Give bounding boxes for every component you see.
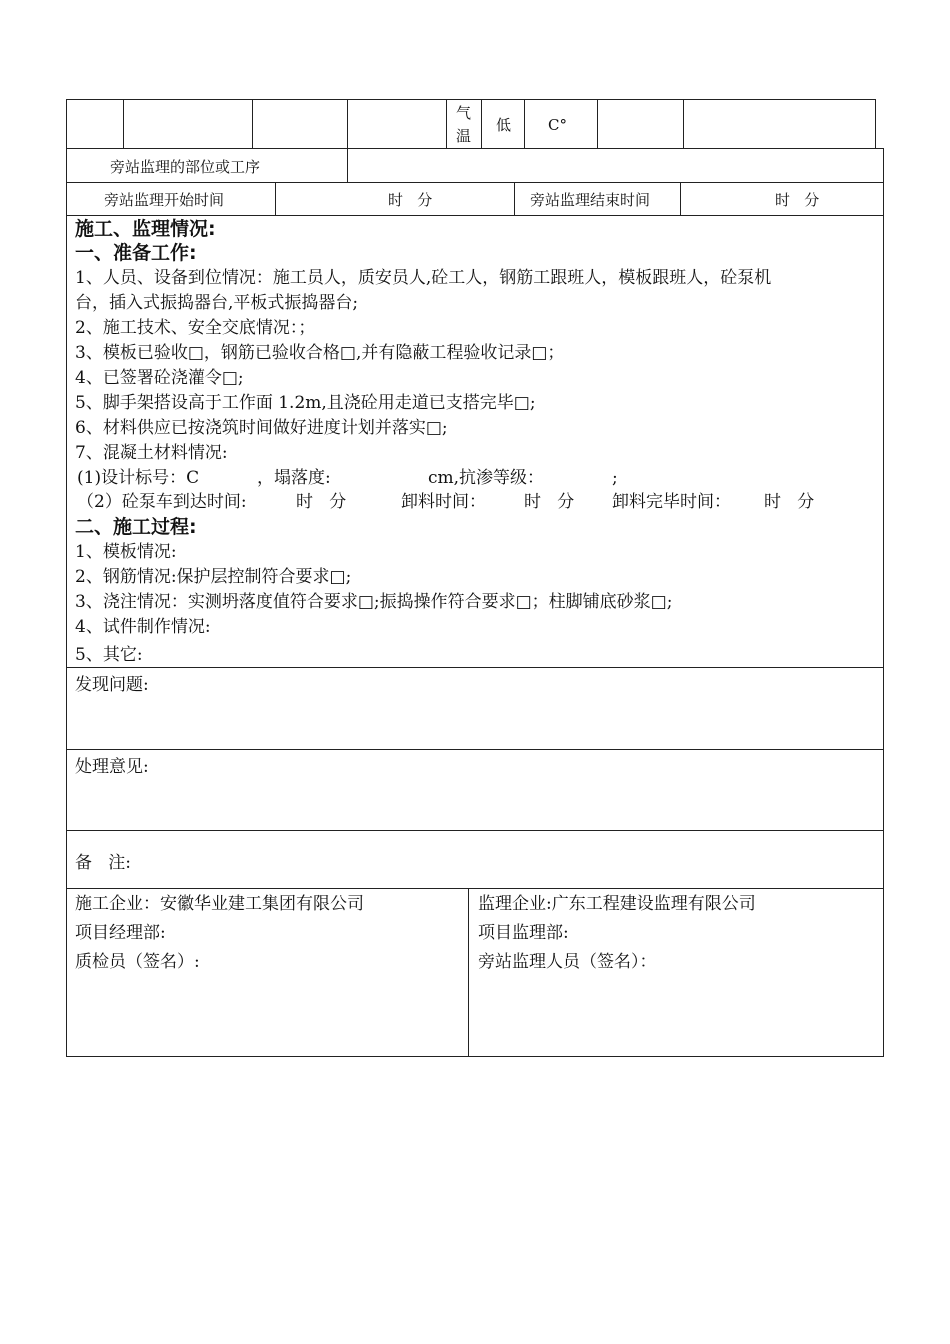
inspector-signature[interactable]: 质检员（签名）: <box>75 952 200 972</box>
end-time-label: 旁站监理结束时间 <box>530 191 651 209</box>
opinion-label: 处理意见: <box>75 757 149 777</box>
prep-item: 3、模板已验收□，钢筋已验收合格□,并有隐蔽工程验收记录□； <box>75 343 565 363</box>
contractor-dept: 项目经理部: <box>75 923 166 943</box>
location-label: 旁站监理的部位或工序 <box>110 158 261 176</box>
unload-time[interactable]: 时 分 <box>524 492 575 512</box>
temp-unit: C° <box>548 116 567 134</box>
process-item: 3、浇注情况：实测坍落度值符合要求□;振捣操作符合要求□；柱脚铺底砂浆□; <box>75 592 673 612</box>
supervisor-company: 监理企业:广东工程建设监理有限公司 <box>478 894 756 914</box>
impermeability-label: cm,抗渗等级： <box>428 468 545 488</box>
mix-line-end: ; <box>612 468 618 488</box>
prep-title: 一、准备工作: <box>75 242 197 264</box>
prep-item: 6、材料供应已按浇筑时间做好进度计划并落实□; <box>75 418 448 438</box>
process-item: 1、模板情况: <box>75 542 177 562</box>
remarks-label: 备 注: <box>75 853 131 873</box>
unload-done-label: 卸料完毕时间： <box>612 492 731 512</box>
unload-done-time[interactable]: 时 分 <box>764 492 815 512</box>
opinion-field[interactable] <box>67 782 883 829</box>
unload-time-label: 卸料时间： <box>401 492 486 512</box>
weather-label-line1: 气 <box>456 104 472 122</box>
issues-label: 发现问题: <box>75 675 149 695</box>
prep-item: 台，插入式振捣器台,平板式振捣器台; <box>75 293 359 313</box>
contractor-company: 施工企业：安徽华业建工集团有限公司 <box>75 894 364 914</box>
start-time-value[interactable]: 时 分 <box>388 191 433 209</box>
process-item: 5、其它: <box>75 645 143 665</box>
prep-item: 4、已签署砼浇灌令□; <box>75 368 244 388</box>
prep-item: 5、脚手架搭设高于工作面 1.2m,且浇砼用走道已支搭完毕□; <box>75 393 536 413</box>
location-value[interactable] <box>348 149 883 182</box>
section-title: 施工、监理情况: <box>75 218 216 240</box>
start-time-label: 旁站监理开始时间 <box>104 191 225 209</box>
prep-item: 2、施工技术、安全交底情况：； <box>75 318 316 338</box>
supervisor-dept: 项目监理部: <box>478 923 569 943</box>
supervisor-signature[interactable]: 旁站监理人员（签名）： <box>478 952 657 972</box>
process-title: 二、施工过程: <box>75 516 197 538</box>
end-time-value[interactable]: 时 分 <box>775 191 820 209</box>
pump-arrival-label: （2）砼泵车到达时间: <box>77 492 247 512</box>
prep-item: 1、人员、设备到位情况：施工员人，质安员人,砼工人，钢筋工跟班人，模板跟班人，砼泵机 <box>75 268 772 288</box>
pump-arrival-time[interactable]: 时 分 <box>296 492 347 512</box>
process-item: 2、钢筋情况:保护层控制符合要求□; <box>75 567 352 587</box>
slump-label: ，塌落度: <box>257 468 331 488</box>
low-temp-label: 低 <box>496 116 512 134</box>
issues-field[interactable] <box>67 700 883 748</box>
prep-item: 7、混凝土材料情况: <box>75 443 228 463</box>
process-item: 4、试件制作情况: <box>75 617 211 637</box>
mix-grade-label: (1)设计标号：C <box>77 468 200 488</box>
weather-label-line2: 温 <box>456 127 472 145</box>
